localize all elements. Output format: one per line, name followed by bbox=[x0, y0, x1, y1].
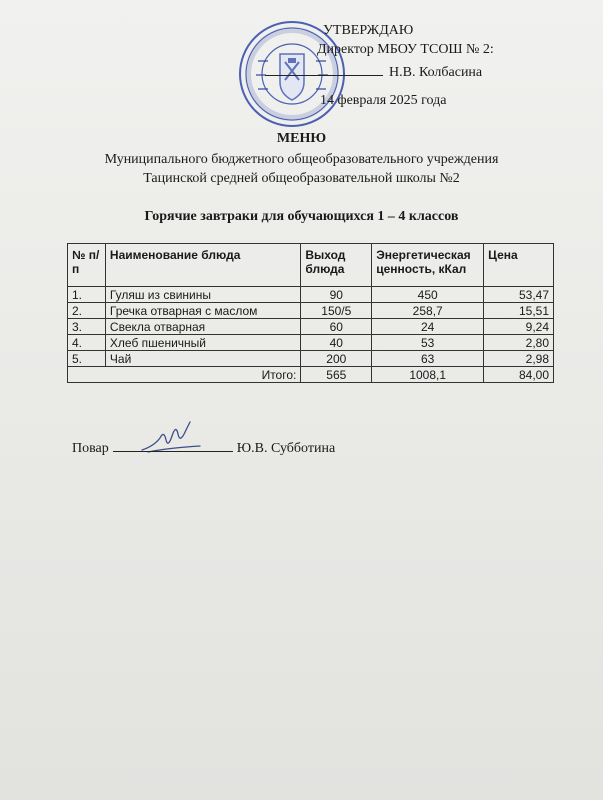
row-output: 90 bbox=[301, 287, 372, 303]
institution-line-2: Тацинской средней общеобразовательной школы №2 bbox=[143, 171, 460, 186]
approval-position: Директор МБОУ ТСОШ № 2: bbox=[317, 42, 494, 57]
total-price: 84,00 bbox=[484, 367, 554, 383]
row-price: 15,51 bbox=[484, 303, 554, 319]
menu-title: МЕНЮ bbox=[276, 131, 327, 146]
row-name: Гуляш из свинины bbox=[105, 287, 300, 303]
row-name: Хлеб пшеничный bbox=[105, 335, 300, 351]
approval-title: УТВЕРЖДАЮ bbox=[323, 23, 414, 38]
menu-table bbox=[67, 243, 554, 383]
row-output: 200 bbox=[301, 351, 372, 367]
row-num: 2. bbox=[68, 303, 106, 319]
header-energy: Энергетическая ценность, кКал bbox=[372, 244, 484, 287]
total-output: 565 bbox=[301, 367, 372, 383]
table-row bbox=[68, 351, 554, 367]
row-price: 9,24 bbox=[484, 319, 554, 335]
row-num: 1. bbox=[68, 287, 106, 303]
row-name: Свекла отварная bbox=[105, 319, 300, 335]
row-output: 60 bbox=[301, 319, 372, 335]
row-price: 2,80 bbox=[484, 335, 554, 351]
table-row bbox=[68, 287, 554, 303]
menu-subtitle: Горячие завтраки для обучающихся 1 – 4 классов bbox=[144, 209, 459, 224]
row-energy: 258,7 bbox=[372, 303, 484, 319]
table-row bbox=[68, 303, 554, 319]
table-header-row bbox=[68, 244, 554, 287]
table-total-row bbox=[68, 367, 554, 383]
director-name: Н.В. Колбасина bbox=[389, 65, 483, 80]
header-name: Наименование блюда bbox=[105, 244, 300, 287]
total-energy: 1008,1 bbox=[372, 367, 484, 383]
table-row bbox=[68, 335, 554, 351]
header-num: № п/п bbox=[68, 244, 106, 287]
row-num: 4. bbox=[68, 335, 106, 351]
row-name: Гречка отварная с маслом bbox=[105, 303, 300, 319]
cook-signature-underline bbox=[113, 439, 233, 452]
row-price: 53,47 bbox=[484, 287, 554, 303]
row-energy: 450 bbox=[372, 287, 484, 303]
row-price: 2,98 bbox=[484, 351, 554, 367]
approval-signature-line bbox=[265, 63, 482, 82]
cook-label: Повар bbox=[72, 441, 109, 456]
approval-date: 14 февраля 2025 года bbox=[320, 93, 447, 108]
row-num: 5. bbox=[68, 351, 106, 367]
cook-name: Ю.В. Субботина bbox=[236, 441, 336, 456]
header-output: Выход блюда bbox=[301, 244, 372, 287]
total-label: Итого: bbox=[68, 367, 301, 383]
row-output: 150/5 bbox=[301, 303, 372, 319]
row-energy: 24 bbox=[372, 319, 484, 335]
row-num: 3. bbox=[68, 319, 106, 335]
signature-underline bbox=[265, 63, 383, 76]
row-energy: 53 bbox=[372, 335, 484, 351]
header-price: Цена bbox=[484, 244, 554, 287]
institution-line-1: Муниципального бюджетного общеобразовательного учреждения bbox=[104, 152, 499, 167]
row-name: Чай bbox=[105, 351, 300, 367]
table-row bbox=[68, 319, 554, 335]
cook-line bbox=[72, 439, 335, 457]
row-energy: 63 bbox=[372, 351, 484, 367]
row-output: 40 bbox=[301, 335, 372, 351]
